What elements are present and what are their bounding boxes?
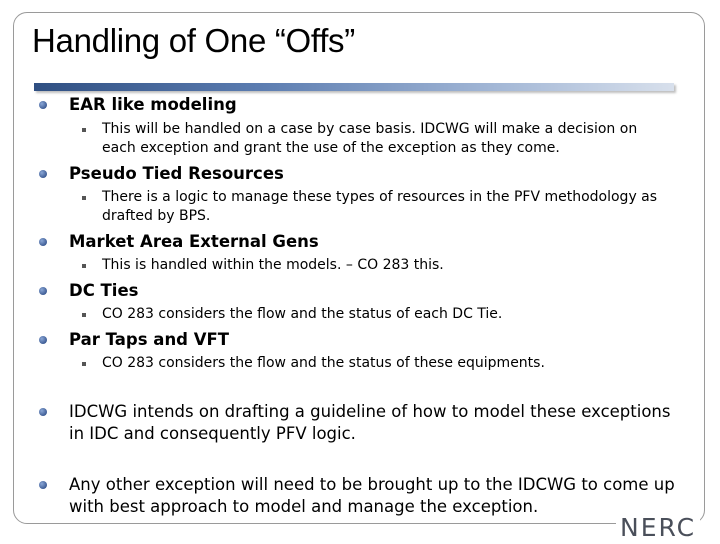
sub-bullet-ear-modeling: This will be handled on a case by case basis. IDCWG will make a decision on each exception and grant the use of the exception as they come. — [102, 121, 638, 156]
bullet-pseudo-tied: Pseudo Tied Resources — [69, 164, 284, 183]
sub-bullet-square-icon — [82, 196, 86, 200]
bullet-ear-modeling: EAR like modeling — [69, 95, 237, 114]
bullet-dot-icon — [39, 287, 47, 295]
bullet-dc-ties: DC Ties — [69, 281, 139, 300]
sub-bullet-market-area: This is handled within the models. – CO 283 this. — [102, 257, 444, 273]
bullet-other-exception: Any other exception will need to be brought up to the IDCWG to come up with best approach to model and manage the exception. — [69, 475, 675, 516]
bullet-market-area: Market Area External Gens — [69, 232, 319, 251]
sub-bullet-square-icon — [82, 313, 86, 317]
bullet-idcwg-guideline: IDCWG intends on drafting a guideline of how to model these exceptions in IDC and consequently PFV logic. — [69, 402, 671, 443]
bullet-dot-icon — [39, 481, 47, 489]
sub-bullet-square-icon — [82, 128, 86, 132]
bullet-dot-icon — [39, 101, 47, 109]
nerc-logo: NERC — [616, 512, 700, 544]
bullet-dot-icon — [39, 170, 47, 178]
sub-bullet-square-icon — [82, 362, 86, 366]
sub-bullet-pseudo-tied: There is a logic to manage these types of resources in the PFV methodology as drafted by BPS. — [102, 189, 658, 224]
slide-title: Handling of One “Offs” — [32, 22, 355, 59]
sub-bullet-square-icon — [82, 264, 86, 268]
bullet-dot-icon — [39, 408, 47, 416]
sub-bullet-par-taps: CO 283 considers the flow and the status of these equipments. — [102, 355, 545, 371]
sub-bullet-dc-ties: CO 283 considers the flow and the status of each DC Tie. — [102, 306, 503, 322]
bullet-dot-icon — [39, 238, 47, 246]
bullet-par-taps: Par Taps and VFT — [69, 330, 230, 349]
bullet-dot-icon — [39, 336, 47, 344]
